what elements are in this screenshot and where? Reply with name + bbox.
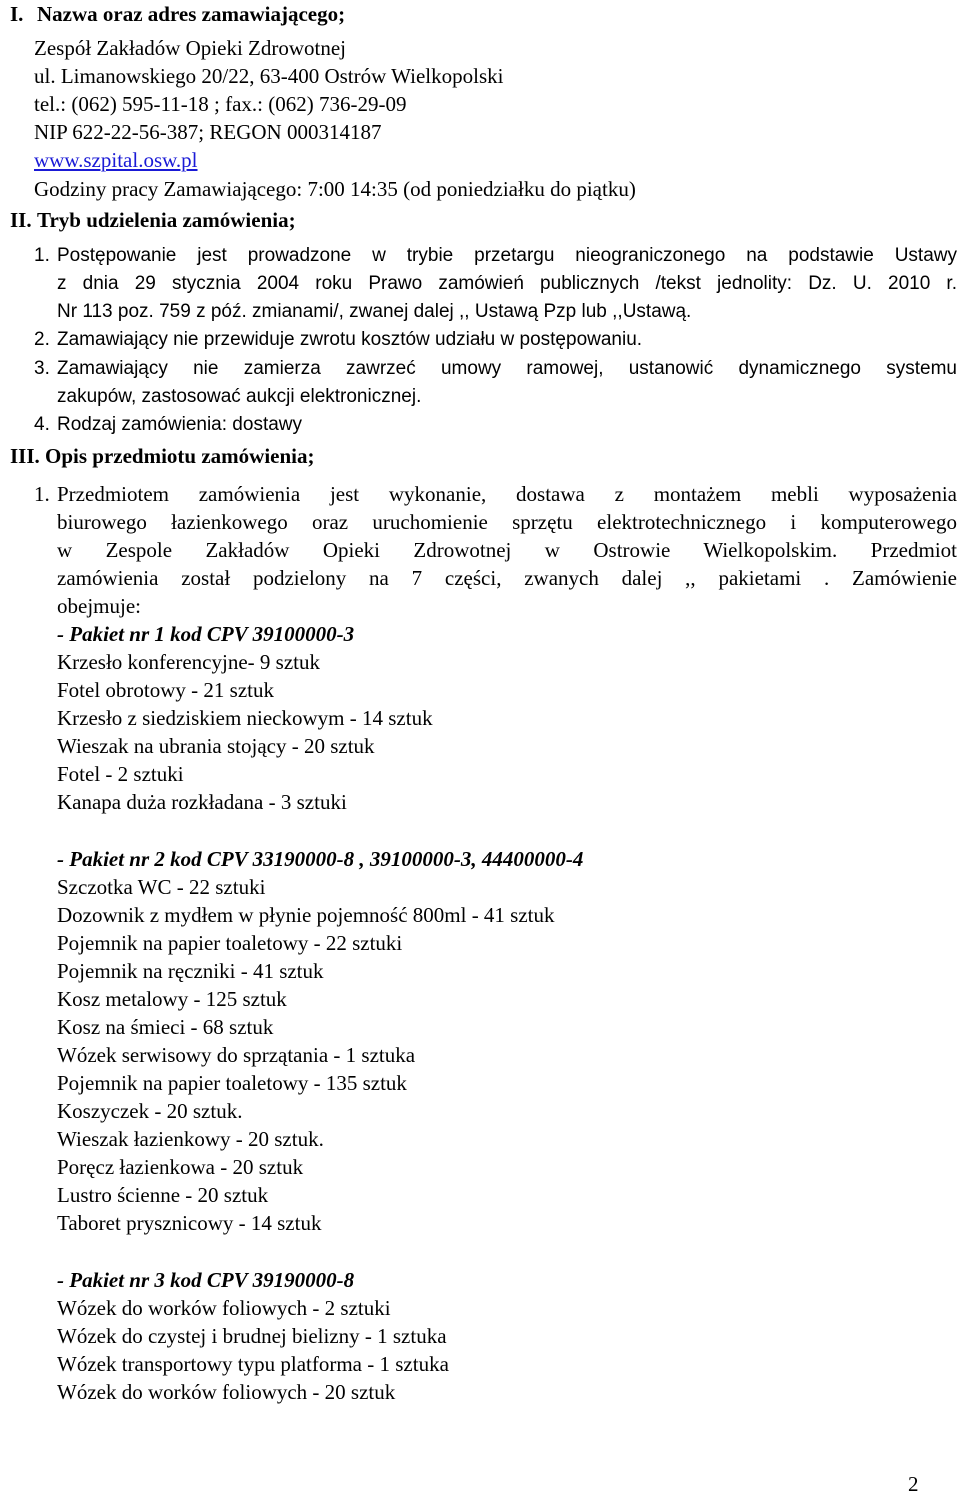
paragraph-line: zamówienia został podzielony na 7 części, zwanych dalej ,, pakietami . Zamówienie bbox=[57, 566, 957, 590]
package-heading: - Pakiet nr 3 kod CPV 39190000-8 bbox=[57, 1268, 355, 1292]
paragraph-line: Zamawiający nie przewiduje zwrotu kosztów udziału w postępowaniu. bbox=[57, 329, 643, 350]
package-item: Pojemnik na ręczniki - 41 sztuk bbox=[57, 959, 324, 983]
section-2-heading bbox=[10, 206, 296, 234]
section-1-heading bbox=[10, 0, 345, 28]
section-2-number: II. bbox=[10, 208, 32, 232]
paragraph-line: Nr 113 poz. 759 z póź. zmianami/, zwanej dalej ,, Ustawą Pzp lub ,,Ustawą. bbox=[57, 301, 692, 322]
package-item: Wózek do czystej i brudnej bielizny - 1 sztuka bbox=[57, 1324, 447, 1348]
paragraph-line: Postępowanie jest prowadzone w trybie przetargu nieograniczonego na podstawie Ustawy bbox=[57, 245, 957, 266]
list-number: 1. bbox=[34, 482, 50, 506]
working-hours: Godziny pracy Zamawiającego: 7:00 14:35 (od poniedziałku do piątku) bbox=[34, 177, 636, 201]
package-item: Szczotka WC - 22 sztuki bbox=[57, 875, 266, 899]
package-item: Fotel obrotowy - 21 sztuk bbox=[57, 678, 274, 702]
package-item: Poręcz łazienkowa - 20 sztuk bbox=[57, 1155, 304, 1179]
paragraph-line: Rodzaj zamówienia: dostawy bbox=[57, 414, 303, 435]
address-line: NIP 622-22-56-387; REGON 000314187 bbox=[34, 120, 382, 144]
package-item: Lustro ścienne - 20 sztuk bbox=[57, 1183, 269, 1207]
paragraph-line: zakupów, zastosować aukcji elektronicznej. bbox=[57, 386, 422, 407]
package-item: Fotel - 2 sztuki bbox=[57, 762, 184, 786]
package-item: Wózek serwisowy do sprzątania - 1 sztuka bbox=[57, 1043, 416, 1067]
paragraph-line: biurowego łazienkowego oraz uruchomienie sprzętu elektrotechnicznego i komputerowego bbox=[57, 510, 957, 534]
package-item: Wózek transportowy typu platforma - 1 sztuka bbox=[57, 1352, 449, 1376]
package-item: Taboret prysznicowy - 14 sztuk bbox=[57, 1211, 322, 1235]
package-item: Pojemnik na papier toaletowy - 135 sztuk bbox=[57, 1071, 407, 1095]
website-link[interactable]: www.szpital.osw.pl bbox=[34, 148, 198, 172]
section-3-heading bbox=[10, 442, 314, 470]
address-line: Zespół Zakładów Opieki Zdrowotnej bbox=[34, 36, 347, 60]
paragraph-line: Zamawiający nie zamierza zawrzeć umowy ramowej, ustanowić dynamicznego systemu bbox=[57, 358, 957, 379]
section-2-title: Tryb udzielenia zamówienia; bbox=[37, 208, 296, 232]
section-1-title: Nazwa oraz adres zamawiającego; bbox=[37, 2, 346, 26]
package-item: Kosz na śmieci - 68 sztuk bbox=[57, 1015, 274, 1039]
paragraph-line: z dnia 29 stycznia 2004 roku Prawo zamówień publicznych /tekst jednolity: Dz. U. 2010 r. bbox=[57, 273, 957, 294]
paragraph-line: Przedmiotem zamówienia jest wykonanie, dostawa z montażem mebli wyposażenia bbox=[57, 482, 957, 506]
section-3-title: Opis przedmiotu zamówienia; bbox=[45, 444, 315, 468]
page-number: 2 bbox=[908, 1472, 919, 1496]
package-item: Krzesło konferencyjne- 9 sztuk bbox=[57, 650, 320, 674]
package-item: Krzesło z siedziskiem nieckowym - 14 sztuk bbox=[57, 706, 433, 730]
package-item: Wieszak łazienkowy - 20 sztuk. bbox=[57, 1127, 324, 1151]
paragraph-line: obejmuje: bbox=[57, 594, 141, 618]
list-number: 2. bbox=[34, 329, 50, 350]
package-item: Wózek do worków foliowych - 2 sztuki bbox=[57, 1296, 391, 1320]
package-item: Kosz metalowy - 125 sztuk bbox=[57, 987, 287, 1011]
paragraph-line: w Zespole Zakładów Opieki Zdrowotnej w Ostrowie Wielkopolskim. Przedmiot bbox=[57, 538, 957, 562]
section-1-number: I. bbox=[10, 2, 24, 26]
address-line: ul. Limanowskiego 20/22, 63-400 Ostrów Wielkopolski bbox=[34, 64, 504, 88]
package-item: Koszyczek - 20 sztuk. bbox=[57, 1099, 243, 1123]
address-line: tel.: (062) 595-11-18 ; fax.: (062) 736-29-09 bbox=[34, 92, 407, 116]
list-number: 4. bbox=[34, 414, 50, 435]
package-item: Wózek do worków foliowych - 20 sztuk bbox=[57, 1380, 396, 1404]
list-number: 1. bbox=[34, 245, 50, 266]
package-item: Pojemnik na papier toaletowy - 22 sztuki bbox=[57, 931, 403, 955]
package-heading: - Pakiet nr 1 kod CPV 39100000-3 bbox=[57, 622, 355, 646]
section-3-number: III. bbox=[10, 444, 40, 468]
package-item: Wieszak na ubrania stojący - 20 sztuk bbox=[57, 734, 375, 758]
package-item: Dozownik z mydłem w płynie pojemność 800ml - 41 sztuk bbox=[57, 903, 555, 927]
package-item: Kanapa duża rozkładana - 3 sztuki bbox=[57, 790, 347, 814]
package-heading: - Pakiet nr 2 kod CPV 33190000-8 , 39100000-3, 44400000-4 bbox=[57, 847, 584, 871]
list-number: 3. bbox=[34, 358, 50, 379]
